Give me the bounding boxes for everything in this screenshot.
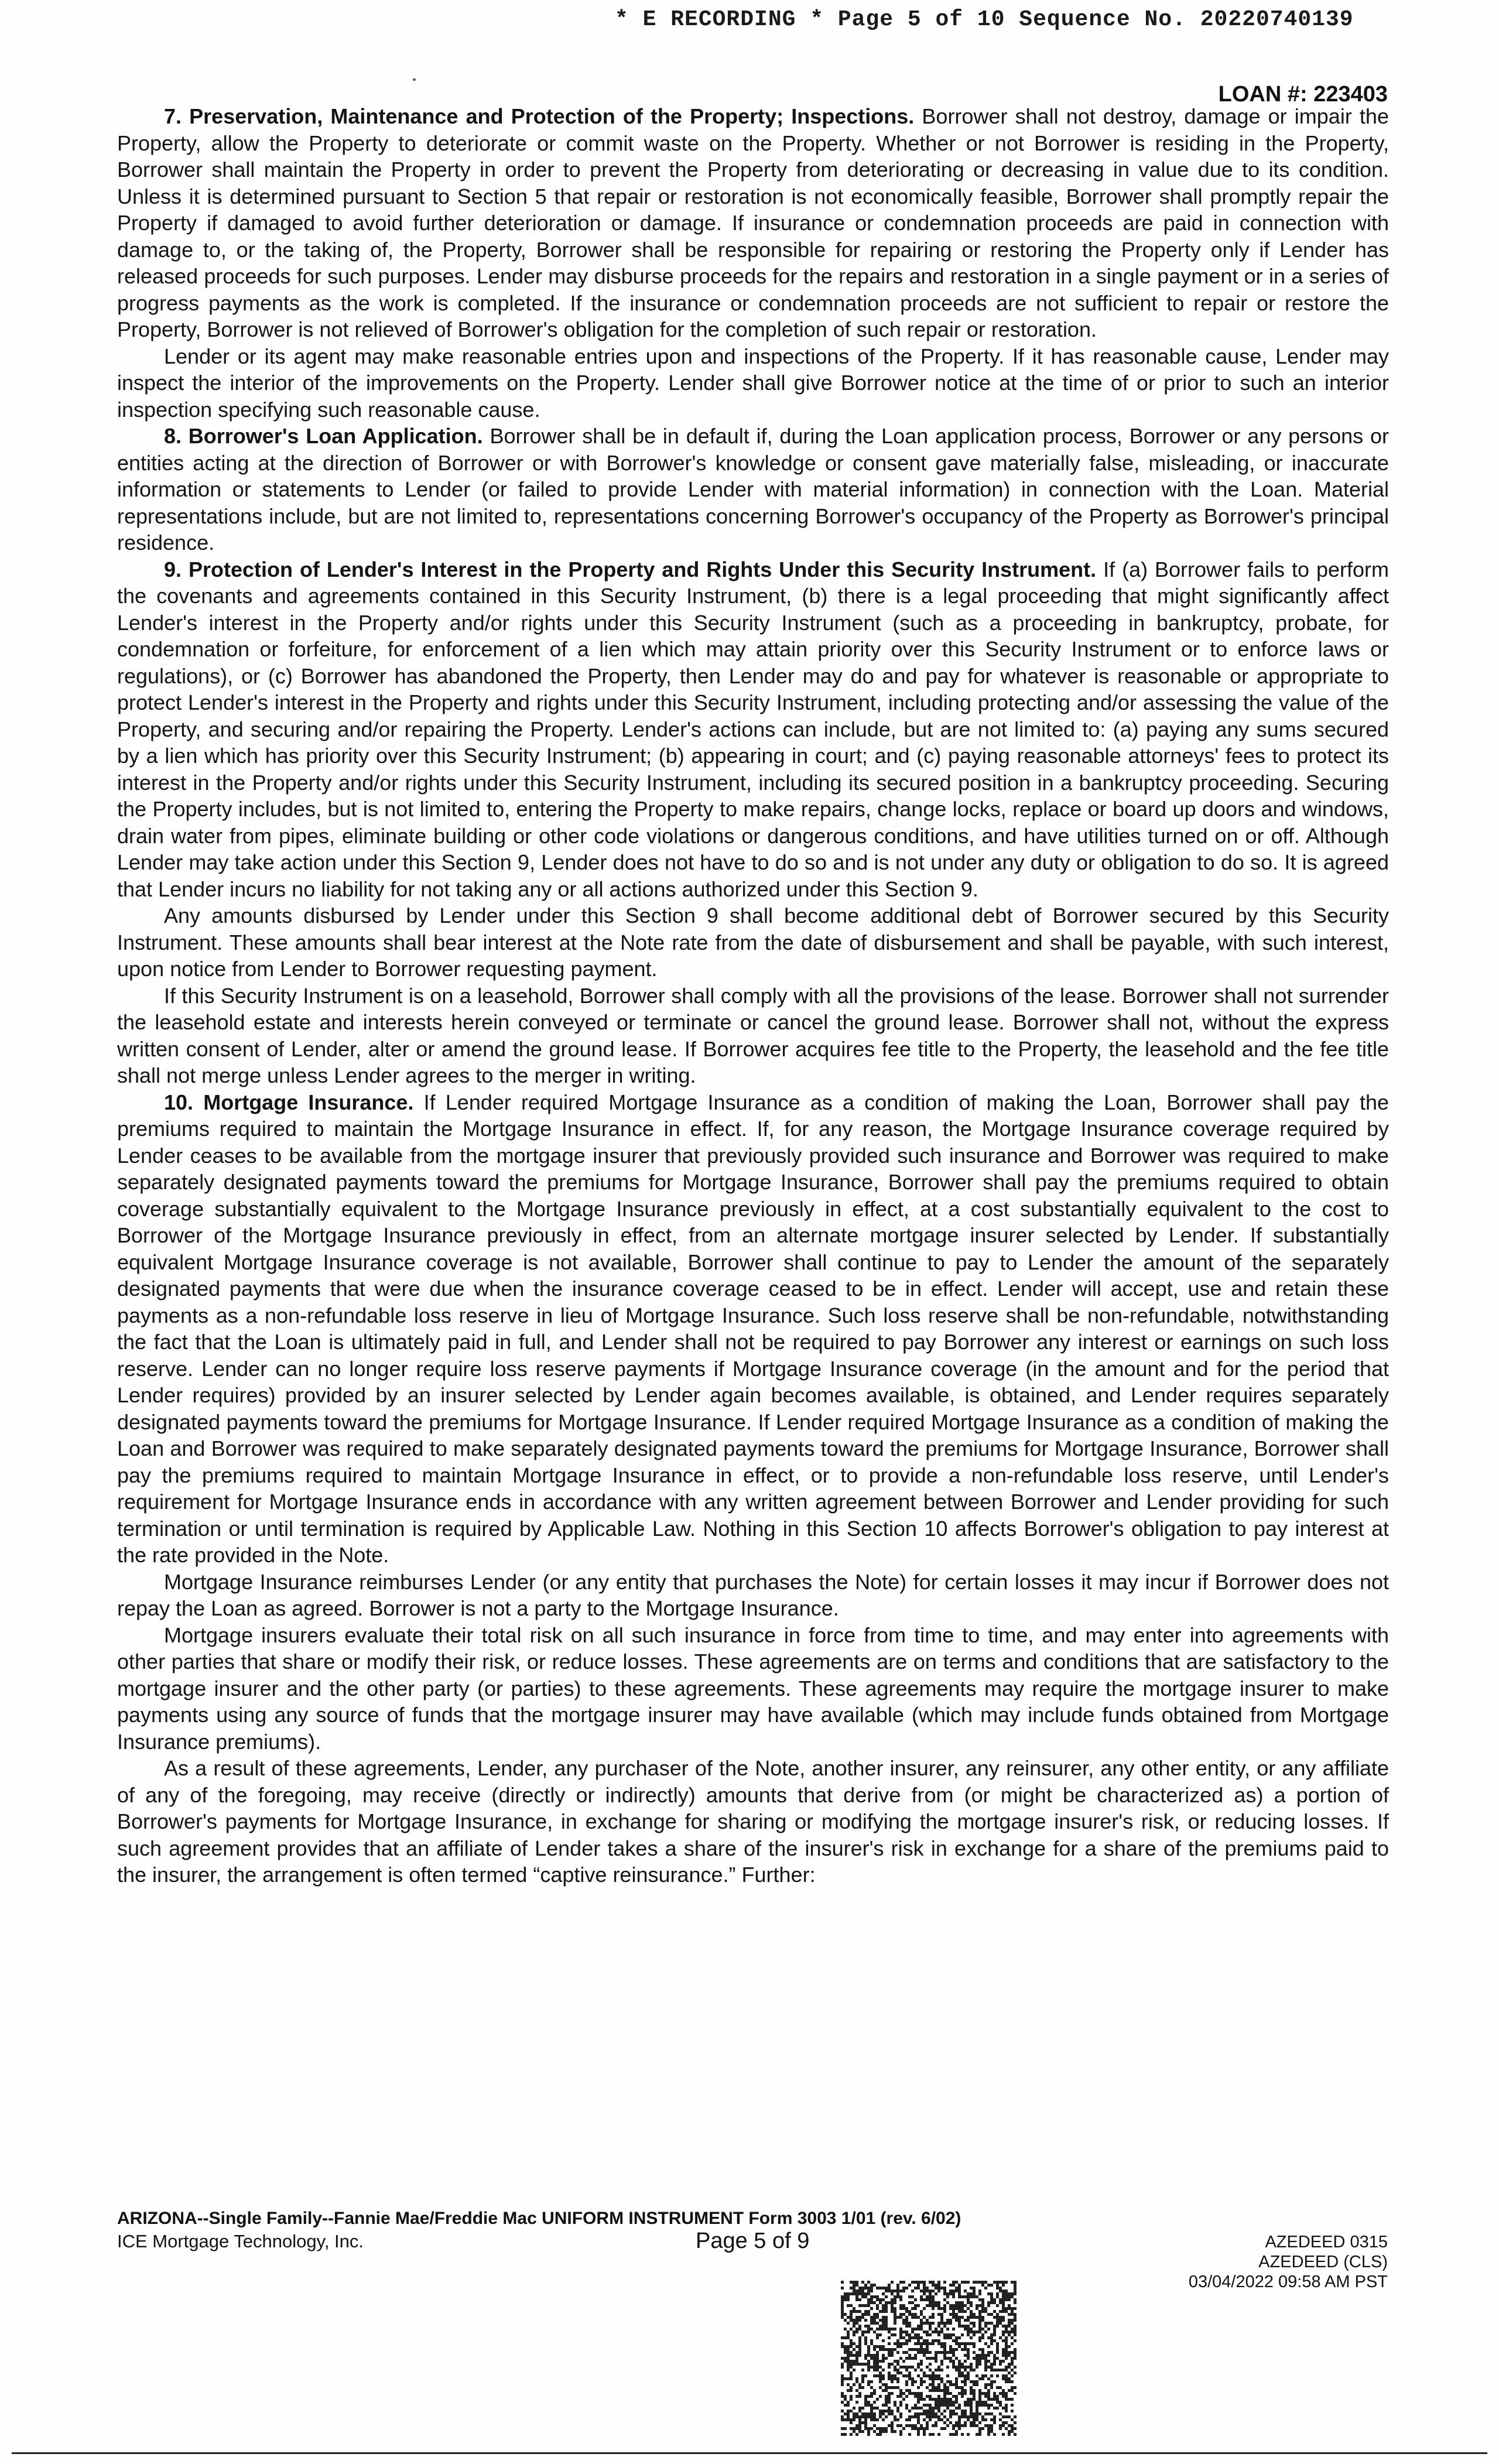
section-8-paragraph [117, 423, 1389, 556]
section-10-paragraph [117, 1089, 1389, 1569]
section-10-heading: 10. Mortgage Insurance. [164, 1090, 414, 1114]
footer-codes [1189, 2232, 1388, 2292]
section-9-leasehold-paragraph: If this Security Instrument is on a leasehold, Borrower shall comply with all the provisions of the lease. Borrower shall not surrender the leasehold estate and interests herein conveyed or terminate or cancel the ground lease. Borrower shall not, without the express written consent of Lender, alter or amend the ground lease. If Borrower acquires fee title to the Property, the leasehold and the fee title shall not merge unless Lender agrees to the merger in writing. [117, 983, 1389, 1087]
section-8-text: Borrower shall be in default if, during the Loan application process, Borrower or any persons or entities acting at the direction of Borrower or with Borrower's knowledge or consent gave materially false, misleading, or inaccurate information or statements to Lender (or failed to provide Lender with material information) in connection with the Loan. Material representations include, but are not limited to, representations concerning Borrower's occupancy of the Property as Borrower's principal residence. [117, 424, 1390, 555]
section-7-inspections-paragraph: Lender or its agent may make reasonable entries upon and inspections of the Property. If it has reasonable cause, Lender may inspect the interior of the improvements on the Property. Lender shall give Borrower notice at the time of or prior to such an interior inspection specifying such reasonable cause. [117, 344, 1389, 422]
section-8-heading: 8. Borrower's Loan Application. [164, 424, 483, 448]
footer-datetime: 03/04/2022 09:58 AM PST [1188, 2273, 1388, 2291]
footer-company: ICE Mortgage Technology, Inc. [117, 2231, 364, 2251]
footer-form-line: ARIZONA--Single Family--Fannie Mae/Freddie Mac UNIFORM INSTRUMENT Form 3003 1/01 (rev. 6/02) [117, 2209, 961, 2228]
section-7-paragraph [117, 103, 1389, 343]
section-9-text: If (a) Borrower fails to perform the covenants and agreements contained in this Security Instrument, (b) there is a legal proceeding that might significantly affect Lender's interest in the Property and/or rights under this Security Instrument (such as a proceeding in bankruptcy, probate, for condemnation or forfeiture, for enforcement of a lien which may attain priority over this Security Instrument or to enforce laws or regulations), or (c) Borrower has abandoned the Property, then Lender may do and pay for whatever is reasonable or appropriate to protect Lender's interest in the Property and rights under this Security Instrument, including protecting and/or assessing the value of the Property, and securing and/or repairing the Property. Lender's actions can include, but are not limited to: (a) paying any sums secured by a lien which has priority over this Security Instrument; (b) appearing in court; and (c) paying reasonable attorneys' fees to protect its interest in the Property and/or rights under this Security Instrument, including its secured position in a bankruptcy proceeding. Securing the Property includes, but is not limited to, entering the Property to make repairs, change locks, replace or board up doors and windows, drain water from pipes, eliminate building or other code violations or dangerous conditions, and have utilities turned on or off. Although Lender may take action under this Section 9, Lender does not have to do so and is not under any duty or obligation to do so. It is agreed that Lender incurs no liability for not taking any or all actions authorized under this Section 9. [117, 557, 1389, 901]
document-body [117, 103, 1389, 1888]
section-10-text: If Lender required Mortgage Insurance as a condition of making the Loan, Borrower shall pay the premiums required to maintain the Mortgage Insurance in effect. If, for any reason, the Mortgage Insurance coverage required by Lender ceases to be available from the mortgage insurer that previously provided such insurance and Borrower was required to make separately designated payments toward the premiums for Mortgage Insurance, Borrower shall pay the premiums required to obtain coverage substantially equivalent to the Mortgage Insurance previously in effect, at a cost substantially equivalent to the cost to Borrower of the Mortgage Insurance previously in effect, from an alternate mortgage insurer selected by Lender. If substantially equivalent Mortgage Insurance coverage is not available, Borrower shall continue to pay to Lender the amount of the separately designated payments that were due when the insurance coverage ceased to be in effect. Lender will accept, use and retain these payments as a non-refundable loss reserve in lieu of Mortgage Insurance. Such loss reserve shall be non-refundable, notwithstanding the fact that the Loan is ultimately paid in full, and Lender shall not be required to pay Borrower any interest or earnings on such loss reserve. Lender can no longer require loss reserve payments if Mortgage Insurance coverage (in the amount and for the period that Lender requires) provided by an insurer selected by Lender again becomes available, is obtained, and Lender requires separately designated payments toward the premiums for Mortgage Insurance. If Lender required Mortgage Insurance as a condition of making the Loan and Borrower was required to make separately designated payments toward the premiums for Mortgage Insurance, Borrower shall pay the premiums required to maintain Mortgage Insurance in effect, or to provide a non-refundable loss reserve, until Lender's requirement for Mortgage Insurance ends in accordance with any written agreement between Borrower and Lender providing for such termination or until termination is required by Applicable Law. Nothing in this Section 10 affects Borrower's obligation to pay interest at the rate provided in the Note. [117, 1090, 1389, 1567]
section-9-disbursement-paragraph: Any amounts disbursed by Lender under this Section 9 shall become additional debt of Borrower secured by this Security Instrument. These amounts shall bear interest at the Note rate from the date of disbursement and shall be payable, with such interest, upon notice from Lender to Borrower requesting payment. [117, 904, 1389, 981]
section-7-text: Borrower shall not destroy, damage or impair the Property, allow the Property to deteriorate or commit waste on the Property. Whether or not Borrower is residing in the Property, Borrower shall maintain the Property in order to prevent the Property from deteriorating or decreasing in value due to its condition. Unless it is determined pursuant to Section 5 that repair or restoration is not economically feasible, Borrower shall promptly repair the Property if damaged to avoid further deterioration or damage. If insurance or condemnation proceeds are paid in connection with damage to, or the taking of, the Property, Borrower shall be responsible for repairing or restoring the Property only if Lender has released proceeds for such purposes. Lender may disburse proceeds for the repairs and restoration in a single payment or in a series of progress payments as the work is completed. If the insurance or condemnation proceeds are not sufficient to repair or restore the Property, Borrower is not relieved of Borrower's obligation for the completion of such repair or restoration. [117, 104, 1389, 341]
section-10-agreements-paragraph: As a result of these agreements, Lender, any purchaser of the Note, another insurer, any reinsurer, any other entity, or any affiliate of any of the foregoing, may receive (directly or indirectly) amounts that derive from (or might be characterized as) a portion of Borrower's payments for Mortgage Insurance, in exchange for sharing or modifying the mortgage insurer's risk, or reducing losses. If such agreement provides that an affiliate of Lender takes a share of the insurer's risk in exchange for a share of the premiums paid to the insurer, the arrangement is often termed “captive reinsurance.” Further: [117, 1756, 1389, 1887]
section-10-insurers-paragraph: Mortgage insurers evaluate their total risk on all such insurance in force from time to time, and may enter into agreements with other parties that share or modify their risk, or reduce losses. These agreements are on terms and conditions that are satisfactory to the mortgage insurer and the other party (or parties) to these agreements. These agreements may require the mortgage insurer to make payments using any source of funds that the mortgage insurer may have available (which may include funds obtained from Mortgage Insurance premiums). [117, 1623, 1389, 1754]
section-10-reimbursement-paragraph: Mortgage Insurance reimburses Lender (or any entity that purchases the Note) for certain losses it may incur if Borrower does not repay the Loan as agreed. Borrower is not a party to the Mortgage Insurance. [117, 1569, 1389, 1620]
recording-header: * E RECORDING * Page 5 of 10 Sequence No. 20220740139 [615, 7, 1354, 32]
section-9-heading: 9. Protection of Lender's Interest in the Property and Rights Under this Security Instrument. [164, 557, 1097, 581]
bottom-rule [12, 2452, 1487, 2454]
2d-barcode [841, 2281, 1017, 2436]
loan-number: LOAN #: 223403 [1218, 82, 1388, 107]
footer-page-number: Page 5 of 9 [696, 2229, 810, 2253]
section-7-heading: 7. Preservation, Maintenance and Protection of the Property; Inspections. [164, 104, 915, 128]
footer-code-2: AZEDEED (CLS) [1258, 2253, 1388, 2271]
footer-code-1: AZEDEED 0315 [1265, 2233, 1388, 2251]
section-9-paragraph [117, 556, 1389, 903]
scan-speck [413, 78, 416, 81]
